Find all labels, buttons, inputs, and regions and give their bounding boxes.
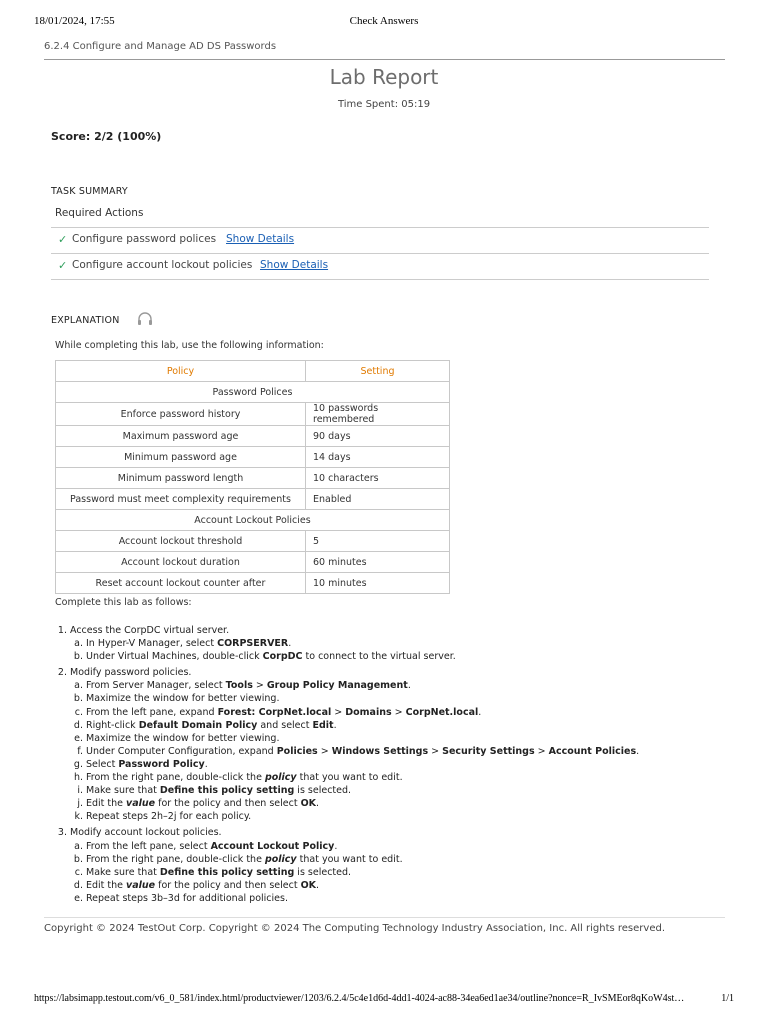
setting-cell: 5 bbox=[306, 531, 450, 552]
column-header-setting: Setting bbox=[306, 361, 450, 382]
explanation-heading: EXPLANATION bbox=[51, 315, 120, 326]
step-text: Modify password policies. bbox=[70, 667, 192, 679]
policy-cell: Password must meet complexity requirements bbox=[56, 489, 306, 510]
substeps-list bbox=[70, 840, 715, 905]
step-item bbox=[70, 666, 715, 823]
column-header-policy: Policy bbox=[56, 361, 306, 382]
steps-ordered-list bbox=[55, 624, 715, 905]
table-row bbox=[56, 426, 450, 447]
step-item bbox=[70, 826, 715, 905]
table-row bbox=[56, 489, 450, 510]
print-header bbox=[34, 15, 734, 31]
divider bbox=[44, 59, 725, 60]
print-datetime: 18/01/2024, 17:55 bbox=[34, 15, 115, 27]
copyright: Copyright © 2024 TestOut Corp. Copyright © 2024 The Computing Technology Industry Association, Inc. All rights reserved. bbox=[44, 923, 666, 934]
show-details-link[interactable]: Show Details bbox=[226, 233, 295, 245]
setting-cell: 10 minutes bbox=[306, 573, 450, 594]
table-row bbox=[56, 531, 450, 552]
setting-cell: 10 characters bbox=[306, 468, 450, 489]
divider bbox=[44, 917, 725, 918]
substep-item: c. Make sure that Define this policy setting is selected. bbox=[86, 866, 715, 879]
print-title: Check Answers bbox=[349, 15, 419, 27]
policy-cell: Account lockout duration bbox=[56, 552, 306, 573]
score: Score: 2/2 (100%) bbox=[51, 130, 162, 143]
substep-item: d. Edit the value for the policy and then select OK. bbox=[86, 879, 715, 892]
substep-item: c. From the left pane, expand Forest: CorpNet.local > Domains > CorpNet.local. bbox=[86, 706, 715, 719]
substep-item: k. Repeat steps 2h–2j for each policy. bbox=[86, 810, 715, 823]
setting-cell: 10 passwords remembered bbox=[306, 403, 450, 426]
substep-item: e. Repeat steps 3b–3d for additional policies. bbox=[86, 892, 715, 905]
setting-cell: 60 minutes bbox=[306, 552, 450, 573]
page-number: 1/1 bbox=[721, 993, 734, 1004]
substep-item: b. Maximize the window for better viewing. bbox=[86, 692, 715, 705]
required-actions-heading: Required Actions bbox=[55, 207, 144, 219]
substeps-list bbox=[70, 637, 715, 663]
headphones-icon[interactable] bbox=[137, 312, 153, 326]
table-row bbox=[56, 447, 450, 468]
table-row bbox=[56, 573, 450, 594]
action-row bbox=[51, 227, 709, 253]
table-group-row bbox=[56, 382, 450, 403]
substep-item: a. From the left pane, select Account Lockout Policy. bbox=[86, 840, 715, 853]
table-row bbox=[56, 552, 450, 573]
policy-cell: Enforce password history bbox=[56, 403, 306, 426]
action-label: Configure account lockout policies bbox=[72, 259, 253, 271]
substeps-list bbox=[70, 679, 715, 823]
step-item bbox=[70, 624, 715, 663]
action-row bbox=[51, 253, 709, 280]
setting-cell: Enabled bbox=[306, 489, 450, 510]
substep-item: e. Maximize the window for better viewing. bbox=[86, 732, 715, 745]
breadcrumb: 6.2.4 Configure and Manage AD DS Passwords bbox=[44, 41, 277, 52]
group-label: Account Lockout Policies bbox=[56, 510, 450, 531]
substep-item: b. Under Virtual Machines, double-click CorpDC to connect to the virtual server. bbox=[86, 650, 715, 663]
checkmark-icon: ✓ bbox=[58, 259, 68, 272]
substep-item: a. From Server Manager, select Tools > Group Policy Management. bbox=[86, 679, 715, 692]
substep-item: j. Edit the value for the policy and then select OK. bbox=[86, 797, 715, 810]
substep-item: h. From the right pane, double-click the policy that you want to edit. bbox=[86, 771, 715, 784]
substep-item: f. Under Computer Configuration, expand Policies > Windows Settings > Security Settings > Account Policies. bbox=[86, 745, 715, 758]
substep-item: g. Select Password Policy. bbox=[86, 758, 715, 771]
policy-table bbox=[55, 360, 450, 594]
table-header-row bbox=[56, 361, 450, 382]
steps-list bbox=[55, 624, 715, 908]
print-url: https://labsimapp.testout.com/v6_0_581/index.html/productviewer/1203/6.2.4/5c4e1d6d-4dd1-4024-ac88-34ea6ed1ae34/outline?nonce=R_IvSMEor8qKoW4st… bbox=[34, 993, 685, 1004]
page-title: Lab Report bbox=[329, 65, 439, 89]
table-row bbox=[56, 403, 450, 426]
step-text: Modify account lockout policies. bbox=[70, 827, 222, 839]
explanation-intro: While completing this lab, use the following information: bbox=[55, 340, 324, 351]
policy-cell: Minimum password length bbox=[56, 468, 306, 489]
group-label: Password Polices bbox=[56, 382, 450, 403]
complete-instructions: Complete this lab as follows: bbox=[55, 597, 192, 608]
substep-item: a. In Hyper-V Manager, select CORPSERVER. bbox=[86, 637, 715, 650]
action-label: Configure password polices bbox=[72, 233, 217, 245]
show-details-link[interactable]: Show Details bbox=[260, 259, 329, 271]
policy-cell: Maximum password age bbox=[56, 426, 306, 447]
step-text: Access the CorpDC virtual server. bbox=[70, 625, 230, 636]
time-spent: Time Spent: 05:19 bbox=[337, 99, 431, 110]
substep-item: d. Right-click Default Domain Policy and select Edit. bbox=[86, 719, 715, 732]
policy-cell: Minimum password age bbox=[56, 447, 306, 468]
setting-cell: 14 days bbox=[306, 447, 450, 468]
policy-cell: Account lockout threshold bbox=[56, 531, 306, 552]
table-group-row bbox=[56, 510, 450, 531]
policy-cell: Reset account lockout counter after bbox=[56, 573, 306, 594]
substep-item: i. Make sure that Define this policy setting is selected. bbox=[86, 784, 715, 797]
task-summary-heading: TASK SUMMARY bbox=[51, 186, 128, 197]
table-row bbox=[56, 468, 450, 489]
checkmark-icon: ✓ bbox=[58, 233, 68, 246]
setting-cell: 90 days bbox=[306, 426, 450, 447]
substep-item: b. From the right pane, double-click the policy that you want to edit. bbox=[86, 853, 715, 866]
